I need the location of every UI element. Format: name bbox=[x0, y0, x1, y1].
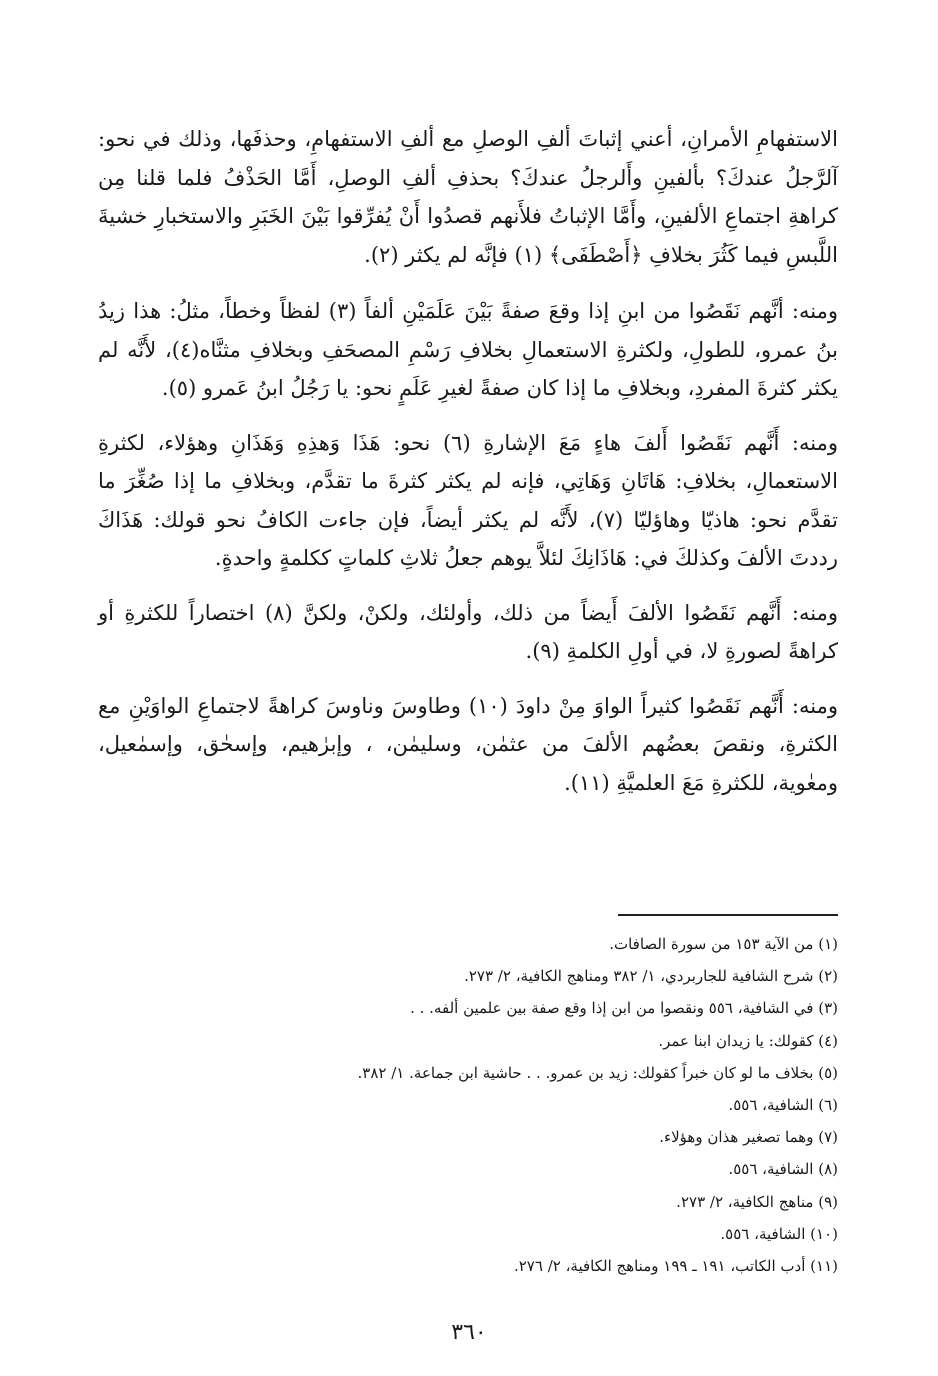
paragraph: الاستفهامِ الأمرانِ، أعني إثباتَ ألفِ الوصلِ مع ألفِ الاستفهامِ، وحذفَها، وذلك في نحو: آلرَّجلُ عندكَ؟ بألفينِ وأَلرجلُ عندكَ؟ بحذفِ ألفِ الوصلِ، أَمَّا الحَذْفُ فلما قلنا مِن كراهةِ اجتماعِ الألفينِ، وأَمَّا الإثباتُ فلأَنهم قصدُوا أَنْ يُفرِّقوا بَيْنَ الخَبَرِ والاستخبارِ خشيةَ اللَّبسِ فيما كَثُرَ بخلافِ ﴿أَصْطَفَى﴾ (١) فإنَّه لم يكثر (٢). bbox=[98, 127, 838, 267]
footnote-separator bbox=[618, 914, 838, 916]
footnote: (٩) مناهج الكافية، ٢/ ٢٧٣. bbox=[676, 1192, 838, 1211]
footnote: (١١) أدب الكاتب، ١٩١ ـ ١٩٩ ومناهج الكافية، ٢/ ٢٧٦. bbox=[513, 1257, 838, 1276]
paragraph: ومنه: أنَّهم نَقَصُوا من ابنِ إذا وقعَ صفةً بَيْنَ عَلَمَيْنِ ألفاً (٣) لفظاً وخطاً، مثلُ: هذا زيدُ بنُ عمرو، للطولِ، ولكثرةِ الاستعمالِ بخلافِ رَسْمِ المصحَفِ وبخلافِ مثنَّاه(٤)، لأَنَّه لم يكثر كثرةَ المفردِ، وبخلافِ ما إذا كان صفةً لغيرِ عَلَمٍ نحو: يا رَجُلُ ابنُ عَمرو (٥). bbox=[98, 299, 838, 400]
footnote: (٢) شرح الشافية للجاربردي، ١/ ٣٨٢ ومناهج الكافية، ٢/ ٢٧٣. bbox=[464, 967, 838, 986]
footnotes bbox=[98, 928, 838, 1282]
page-number: ٣٦٠ bbox=[451, 1320, 487, 1345]
footnote: (٤) كقولك: يا زيدان ابنا عمر. bbox=[658, 1031, 838, 1050]
paragraph: ومنه: أَنَّهم نَقَصُوا كثيراً الواوَ مِنْ داودَ (١٠) وطاوسَ وناوسَ كراهةً لاجتماعِ الواوَيْنِ مع الكثرةِ، ونقصَ بعضُهم الألفَ من عثمٰن، وسليمٰن، ، وإبرٰهيم، وإسحٰق، وإسمٰعيل، ومعٰوية، للكثرةِ مَعَ العلميَّةِ (١١). bbox=[98, 693, 838, 795]
footnote: (١) من الآية ١٥٣ من سورة الصافات. bbox=[609, 935, 838, 953]
footnote: (١٠) الشافية، ٥٥٦. bbox=[720, 1224, 838, 1243]
footnote: (٨) الشافية، ٥٥٦. bbox=[728, 1160, 838, 1179]
footnote: (٣) في الشافية، ٥٥٦ ونقصوا من ابن إذا وقع صفة بين علمين ألفه. . . bbox=[410, 999, 838, 1018]
footnote: (٦) الشافية، ٥٥٦. bbox=[728, 1096, 838, 1115]
paragraph: ومنه: أَنَّهم نَقَصُوا أَلفَ هاءٍ مَعَ الإشارةِ (٦) نحو: هَذَا وَهذِهِ وَهَذَانِ وهؤلاء، لكثرةِ الاستعمالِ، بخلافِ: هَاتَانِ وَهَاتِي، فإنه لم يكثر كثرةَ ما تقدَّم، وبخلافِ ما إذا صُغِّرَ ما تقدَّم نحو: هاذيّا وهاؤليّا (٧)، لأَنَّه لم يكثر أيضاً، فإن جاءت الكافُ نحو قولك: هَذَاكَ رددتَ الألفَ وكذلكَ في: هَاذَانِكَ لئلاَّ يوهم جعلُ ثلاثِ كلماتٍ ككلمةٍ واحدةٍ. bbox=[98, 430, 838, 570]
footnote: (٥) بخلاف ما لو كان خبراً كقولك: زيد بن عمرو. . . حاشية ابن جماعة. ١/ ٣٨٢. bbox=[357, 1063, 838, 1082]
footnote: (٧) وهما تصغير هذان وهؤلاء. bbox=[659, 1128, 838, 1147]
paragraph: ومنه: أَنَّهم نَقَصُوا الألفَ أَيضاً من ذلك، وأولئك، ولكنْ، ولكنَّ (٨) اختصاراً للكثرةِ أو كراهةً لصورةِ لا، في أولِ الكلمةِ (٩). bbox=[98, 600, 838, 663]
main-text bbox=[98, 120, 838, 818]
